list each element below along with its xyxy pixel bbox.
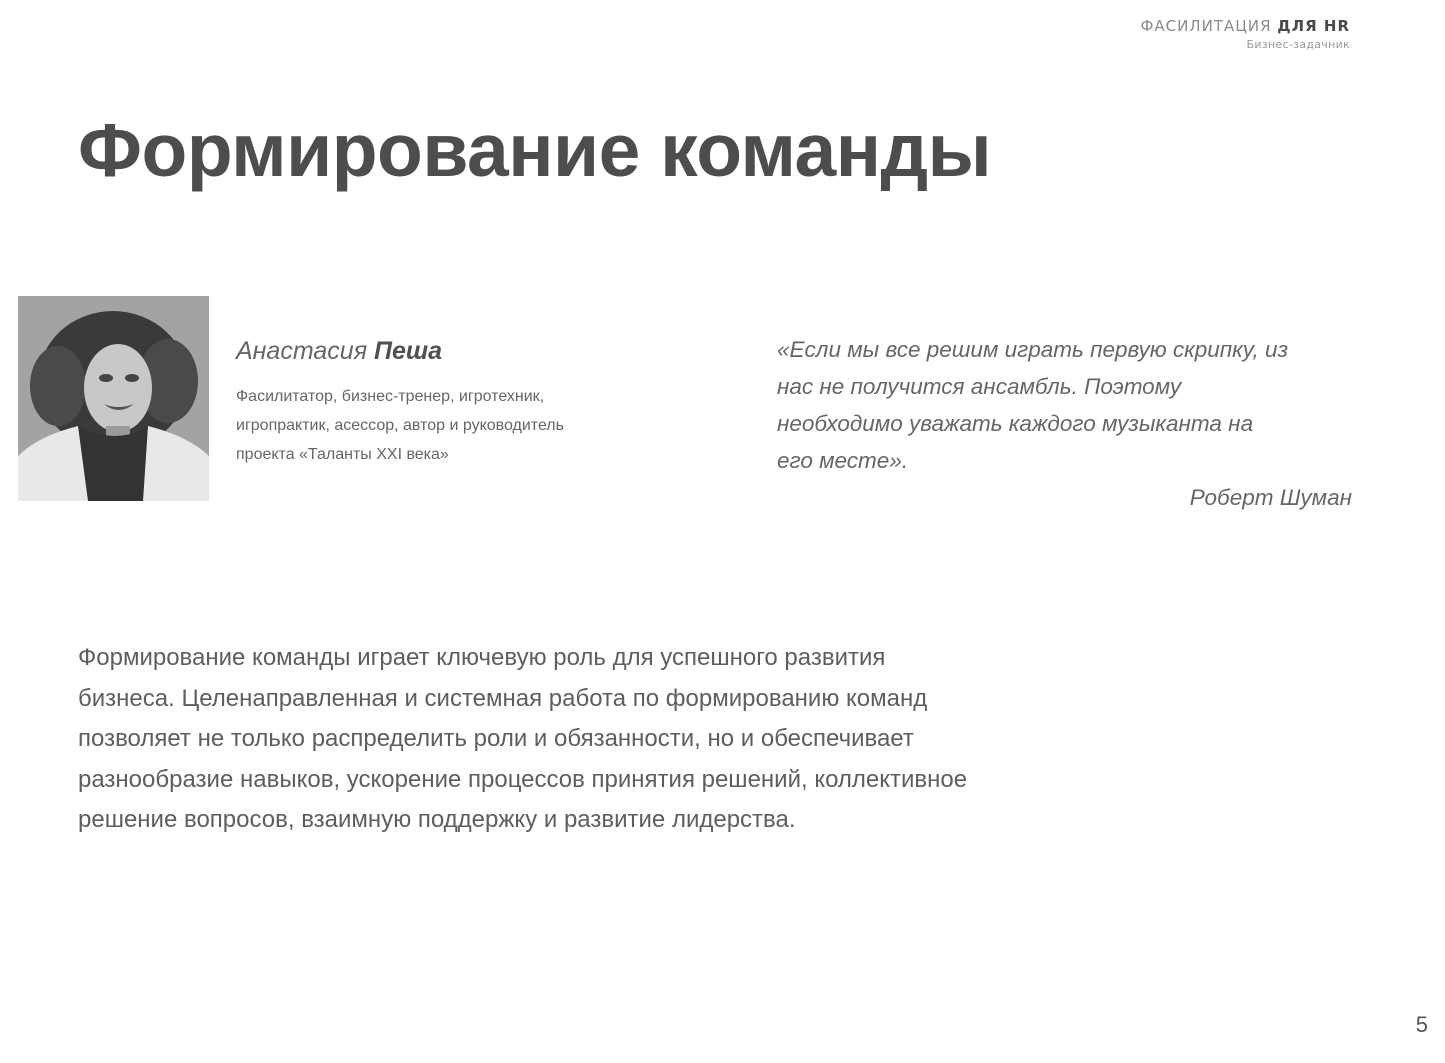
brand-title-bold: ДЛЯ HR <box>1277 17 1350 35</box>
page-number: 5 <box>1415 1012 1428 1037</box>
brand-header <box>1140 16 1350 51</box>
author-first-name: Анастасия <box>236 337 374 365</box>
body-line: бизнеса. Целенаправленная и системная работа по формированию команд <box>78 684 928 712</box>
quote-line: нас не получится ансамбль. Поэтому <box>777 374 1182 399</box>
quote-line: его месте». <box>777 448 909 473</box>
author-bio-line: Фасилитатор, бизнес-тренер, игротехник, <box>236 388 545 405</box>
quote-author: Роберт Шуман <box>1189 485 1352 510</box>
body-line: позволяет не только распределить роли и обязанности, но и обеспечивает <box>78 725 914 752</box>
body-line: Формирование команды играет ключевую роль для успешного развития <box>78 644 886 671</box>
brand-title-regular: ФАСИЛИТАЦИЯ <box>1140 17 1278 35</box>
author-bio-line: игропрактик, асессор, автор и руководитель <box>236 417 564 434</box>
author-name <box>236 334 716 368</box>
brand-title <box>1140 16 1350 36</box>
quote-line: «Если мы все решим играть первую скрипку, из <box>777 337 1289 362</box>
quote-text <box>777 331 1357 479</box>
page-title: Формирование команды <box>78 108 992 192</box>
author-block <box>236 334 716 469</box>
author-bio <box>236 382 716 469</box>
body-line: решение вопросов, взаимную поддержку и развитие лидерства. <box>78 806 796 833</box>
brand-subtitle: Бизнес-задачник <box>1246 38 1350 51</box>
author-photo <box>18 296 209 501</box>
body-line: разнообразие навыков, ускорение процессов принятия решений, коллективное <box>78 765 968 793</box>
epigraph-quote <box>777 331 1357 516</box>
author-last-name: Пеша <box>374 337 443 365</box>
body-paragraph <box>78 638 1168 841</box>
portrait-photo-icon <box>18 296 209 501</box>
author-bio-line: проекта «Таланты XXI века» <box>236 446 449 463</box>
quote-line: необходимо уважать каждого музыканта на <box>777 411 1254 436</box>
